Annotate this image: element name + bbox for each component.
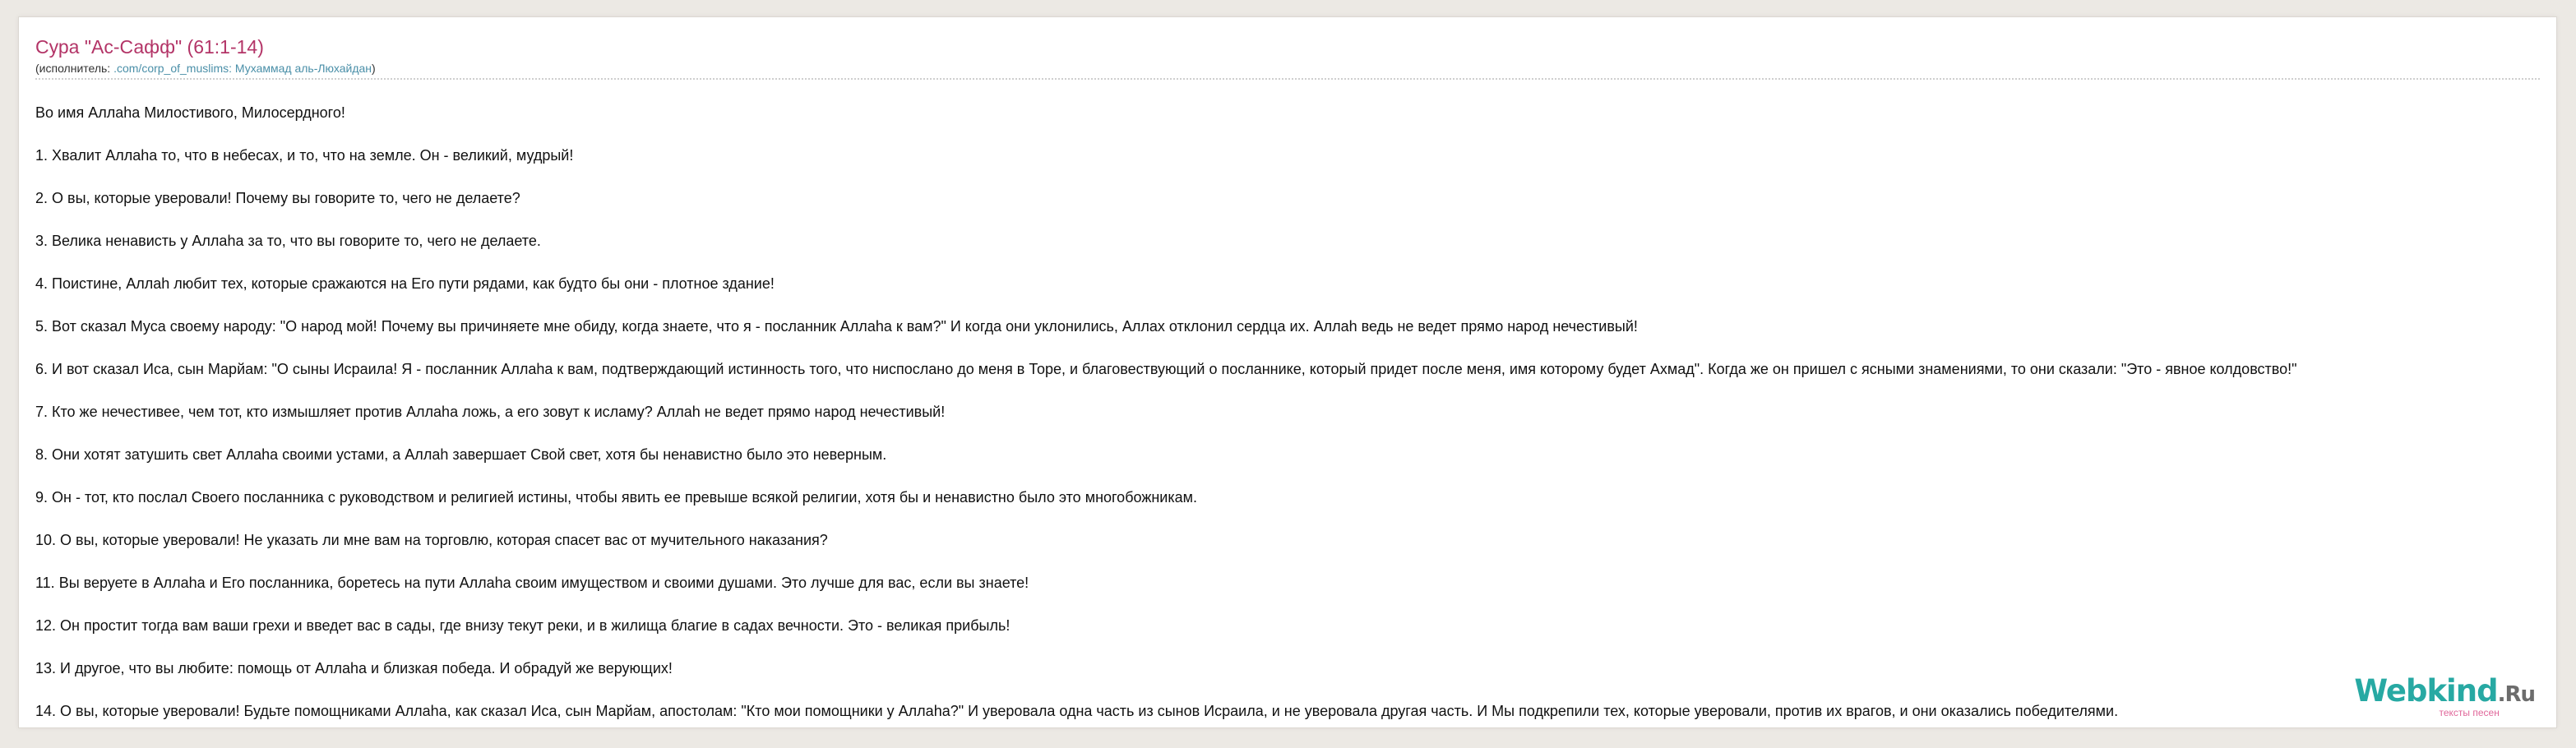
lyrics-line: 2. О вы, которые уверовали! Почему вы говорите то, чего не делаете? (35, 190, 520, 206)
lyrics-line: 14. О вы, которые уверовали! Будьте помощниками Аллаhа, как сказал Иса, сын Марйам, апостолам: "Кто мои помощники у Аллаhа?" И уверовала одна часть из сынов Исраила, и не уверовала другая часть. И Мы подкрепили тех, которые уверовали, против их врагов, и они оказались победителями. (35, 703, 2119, 719)
lyrics-line: 11. Вы веруете в Аллаhа и Его посланника, боретесь на пути Аллаhа своим имуществом и своими душами. Это лучше для вас, если вы знаете! (35, 575, 1029, 591)
lyrics-line: 6. И вот сказал Иса, сын Марйам: "О сыны Исраила! Я - посланник Аллаhа к вам, подтверждающий истинность того, что ниспослано до меня в Торе, и благовествующий о посланнике, который придет после меня, имя которому будет Ахмад". Когда же он пришел с ясными знамениями, то они сказали: "Это - явное колдовство!" (35, 361, 2297, 377)
performer-prefix: (исполнитель: (35, 62, 114, 75)
song-header (35, 35, 2540, 76)
header-divider (35, 78, 2540, 80)
logo-wordmark (2354, 675, 2535, 711)
performer-suffix: ) (372, 62, 376, 75)
performer-line (35, 61, 2540, 76)
webkind-logo[interactable] (2354, 675, 2535, 718)
logo-tagline: тексты песен (2439, 707, 2500, 718)
lyrics-line: Во имя Аллаhа Милостивого, Милосердного! (35, 104, 345, 121)
lyrics-line: 10. О вы, которые уверовали! Не указать ли мне вам на торговлю, которая спасет вас от мучительного наказания? (35, 532, 828, 548)
lyrics-card (18, 16, 2557, 728)
logo-name: Webkind (2354, 673, 2498, 709)
logo-suffix: .Ru (2497, 682, 2535, 707)
performer-link[interactable]: .com/corp_of_muslims: Мухаммад аль-Люхайдан (113, 62, 372, 75)
lyrics-line: 7. Кто же нечестивее, чем тот, кто измышляет против Аллаhа ложь, а его зовут к исламу? Аллаh не ведет прямо народ нечестивый! (35, 404, 946, 420)
lyrics-line: 3. Велика ненависть у Аллаhа за то, что вы говорите то, чего не делаете. (35, 233, 541, 249)
lyrics-line: 12. Он простит тогда вам ваши грехи и введет вас в сады, где внизу текут реки, и в жилища благие в садах вечности. Это - великая прибыль! (35, 617, 1011, 634)
lyrics-line: 1. Хвалит Аллаhа то, что в небесах, и то, что на земле. Он - великий, мудрый! (35, 147, 574, 164)
song-title: Сура "Ас-Сафф" (61:1-14) (35, 36, 264, 58)
lyrics-line: 9. Он - тот, кто послал Своего посланника с руководством и религией истины, чтобы явить ее превыше всякой религии, хотя бы и ненавистно было это многобожникам. (35, 489, 1198, 506)
lyrics-line: 5. Вот сказал Муса своему народу: "О народ мой! Почему вы причиняете мне обиду, когда знаете, что я - посланник Аллаhа к вам?" И когда они уклонились, Аллах отклонил сердца их. Аллаh ведь не ведет прямо народ нечестивый! (35, 318, 1638, 335)
lyrics-line: 13. И другое, что вы любите: помощь от Аллаhа и близкая победа. И обрадуй же верующих! (35, 660, 673, 676)
lyrics-line: 4. Поистине, Аллаh любит тех, которые сражаются на Его пути рядами, как будто бы они - плотное здание! (35, 275, 775, 292)
lyrics-line: 8. Они хотят затушить свет Аллаhа своими устами, а Аллаh завершает Свой свет, хотя бы ненавистно было это неверным. (35, 446, 887, 463)
lyrics-text (35, 102, 2556, 728)
